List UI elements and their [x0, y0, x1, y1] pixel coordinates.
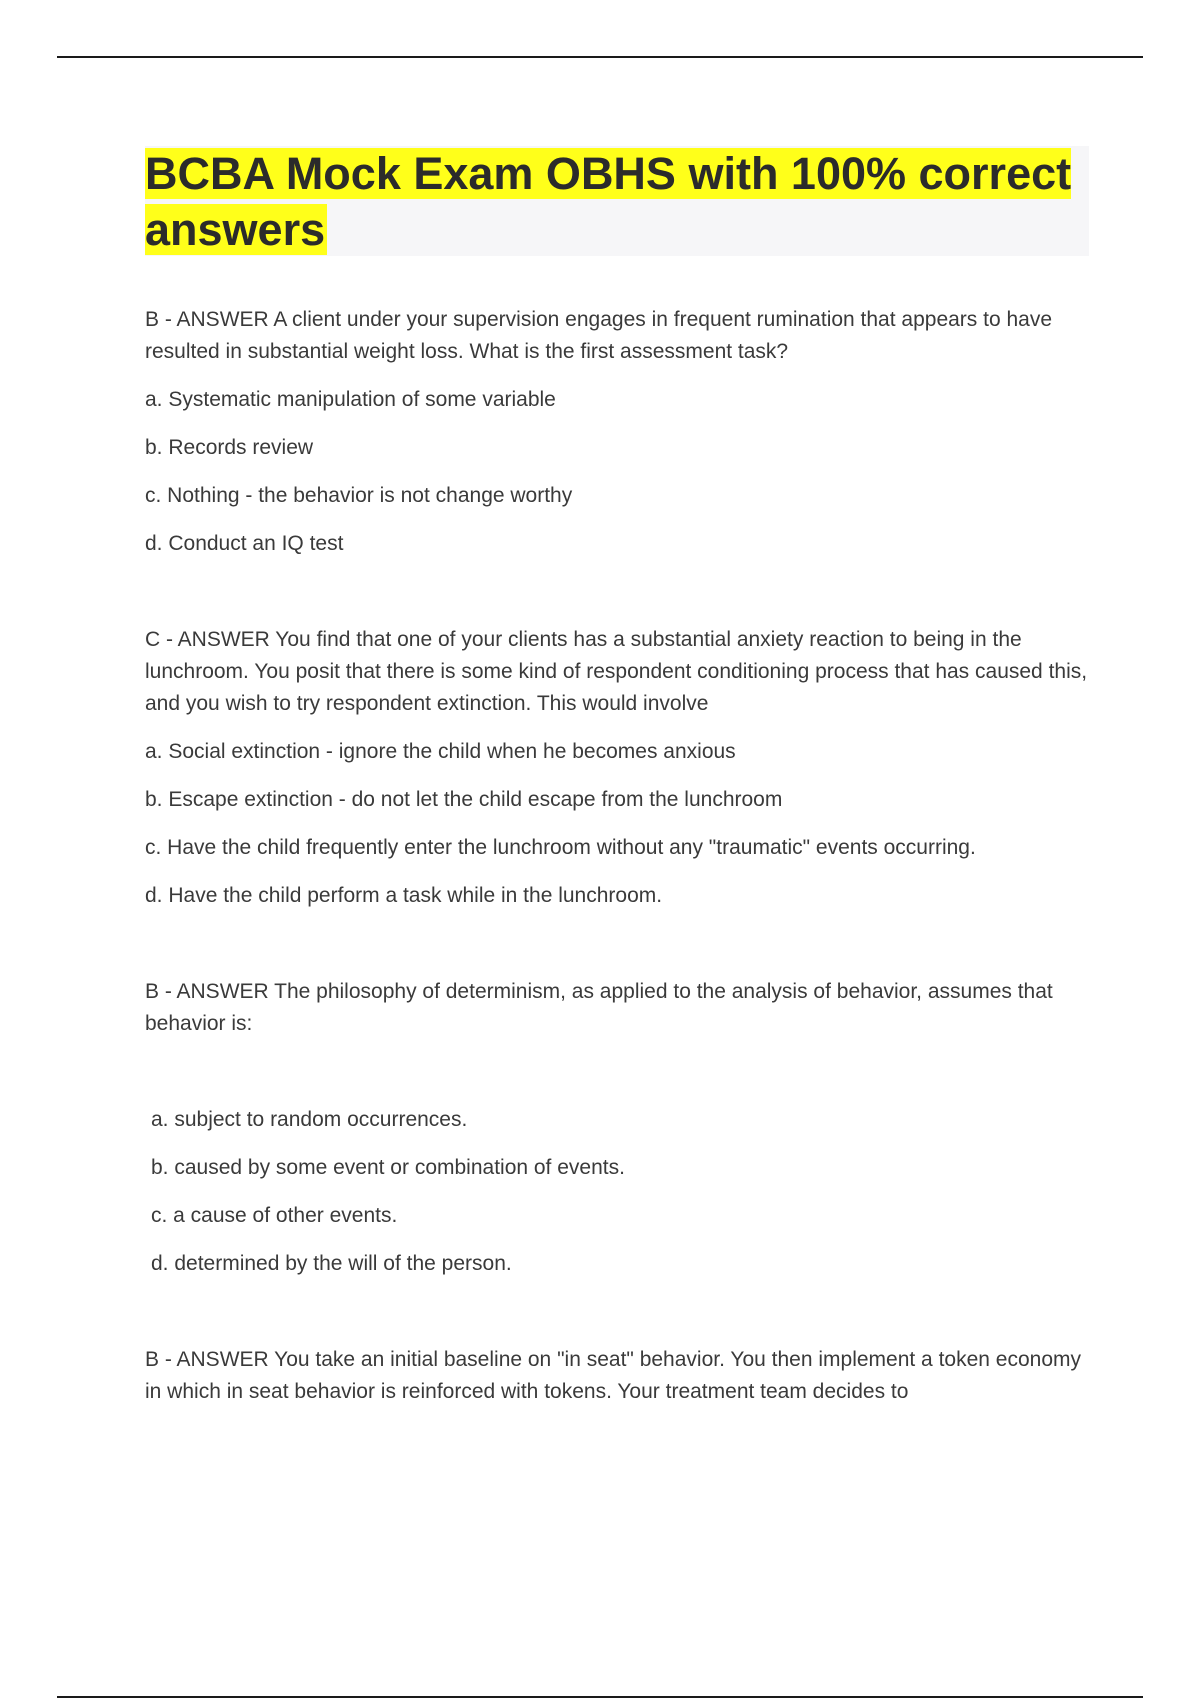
- answer-option: c. a cause of other events.: [151, 1204, 398, 1227]
- answer-option: a. Systematic manipulation of some variable: [145, 388, 556, 411]
- answer-option: c. Nothing - the behavior is not change worthy: [145, 484, 573, 507]
- bottom-rule: [57, 1696, 1143, 1698]
- answer-option: d. Conduct an IQ test: [145, 532, 344, 555]
- question-3: [145, 976, 1095, 1296]
- question-1: [145, 304, 1095, 576]
- question-stem: B - ANSWER A client under your supervision engages in frequent rumination that appears to have resulted in substantial weight loss. What is the first assessment task?: [145, 308, 1053, 363]
- highlighted-title-text: BCBA Mock Exam OBHS with 100% correct answers: [145, 148, 1072, 255]
- question-2: [145, 624, 1095, 928]
- answer-option: a. subject to random occurrences.: [151, 1108, 468, 1131]
- title-block: [145, 146, 1089, 256]
- answer-option: d. Have the child perform a task while in the lunchroom.: [145, 884, 663, 907]
- question-stem: B - ANSWER The philosophy of determinism, as applied to the analysis of behavior, assumes that behavior is:: [145, 980, 1053, 1035]
- answer-option: d. determined by the will of the person.: [151, 1252, 512, 1275]
- answer-option: c. Have the child frequently enter the lunchroom without any "traumatic" events occurring.: [145, 836, 976, 859]
- top-rule: [57, 56, 1143, 58]
- answer-option: b. Records review: [145, 436, 314, 459]
- answer-option: a. Social extinction - ignore the child when he becomes anxious: [145, 740, 736, 763]
- question-4: [145, 1344, 1095, 1424]
- answer-option: b. Escape extinction - do not let the child escape from the lunchroom: [145, 788, 783, 811]
- page-title: [145, 146, 1089, 258]
- question-stem: C - ANSWER You find that one of your clients has a substantial anxiety reaction to being in the lunchroom. You posit that there is some kind of respondent conditioning process that has caused this, and you wish to try respondent extinction. This would involve: [145, 628, 1088, 715]
- answer-option: b. caused by some event or combination of events.: [151, 1156, 625, 1179]
- question-stem: B - ANSWER You take an initial baseline on "in seat" behavior. You then implement a token economy in which in seat behavior is reinforced with tokens. Your treatment team decides to: [145, 1348, 1081, 1403]
